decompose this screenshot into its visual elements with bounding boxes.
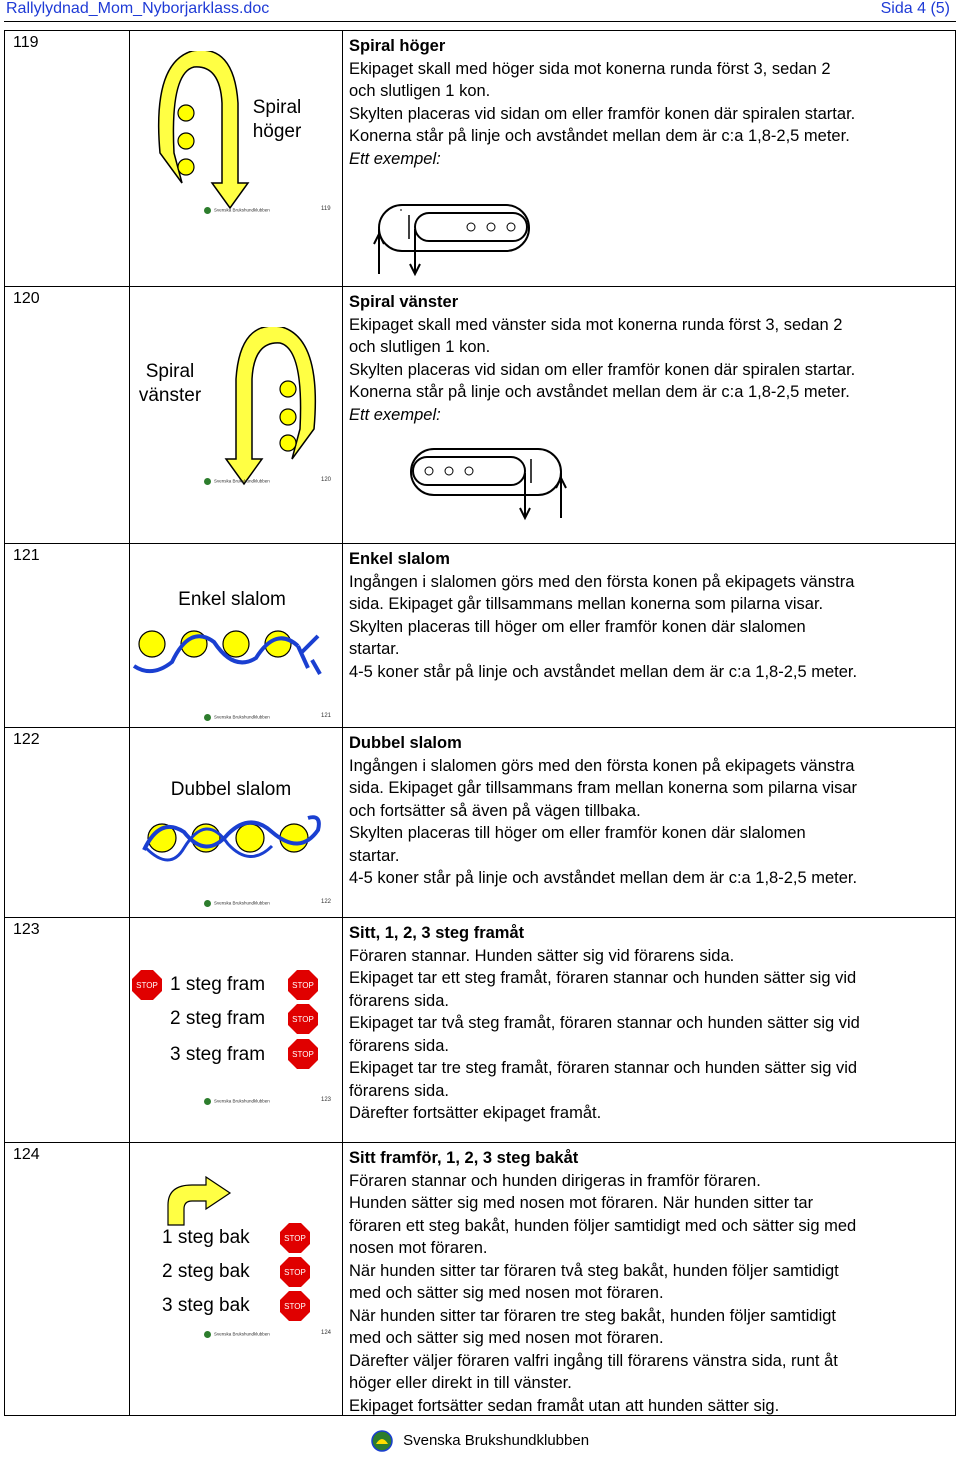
club-logo-icon [204, 207, 211, 214]
svg-text:STOP: STOP [284, 1302, 306, 1311]
sign-number: 120 [321, 477, 332, 483]
text-line: Ekipaget tar ett steg framåt, föraren stannar och hunden sätter sig vid [349, 969, 857, 987]
exercise-title: Dubbel slalom [349, 734, 462, 752]
sign-number: 122 [321, 899, 332, 905]
text-line: Ingången i slalomen görs med den första konen på ekipagets vänstra [349, 756, 855, 775]
text-line: Ekipaget tar två steg framåt, föraren stannar och hunden sätter sig vid [349, 1014, 860, 1032]
sign-image [130, 1143, 343, 1415]
sign-number: 123 [321, 1097, 332, 1103]
text-line: och slutligen 1 kon. [349, 338, 491, 356]
text-line: Skylten placeras vid sidan om eller framför konen där spiralen startar. [349, 360, 856, 379]
text-line: höger eller direkt in till vänster. [349, 1374, 572, 1392]
spiral-right-diagram [371, 199, 541, 279]
exercise-number: 123 [5, 918, 130, 1142]
spiral-left-icon [222, 327, 332, 487]
exercise-number: 122 [5, 728, 130, 917]
exercise-row-121 [5, 544, 955, 728]
text-line: förarens sida. [349, 1036, 449, 1055]
text-line: Skylten placeras till höger om eller framför konen där slalomen [349, 617, 806, 636]
text-line: förarens sida. [349, 991, 449, 1010]
text-line: Ekipaget skall med höger sida mot konerna runda först 3, sedan 2 [349, 59, 831, 78]
text-line: och slutligen 1 kon. [349, 82, 491, 100]
sign-image [130, 728, 343, 917]
single-slalom-icon [130, 616, 330, 686]
club-logo-icon [204, 714, 211, 721]
exercise-title: Enkel slalom [349, 550, 450, 568]
text-line: 4-5 koner står på linje och avståndet mellan dem är c:a 1,8-2,5 meter. [349, 662, 858, 681]
stop-sign-icon [132, 970, 162, 1000]
stop-sign-icon [280, 1291, 310, 1321]
exercise-table [4, 30, 956, 1416]
text-line: förarens sida. [349, 1081, 449, 1100]
text-line: med och sätter sig med nosen mot föraren. [349, 1329, 664, 1347]
text-line: och fortsätter så även på vägen tillbaka. [349, 801, 641, 820]
club-logo-icon [204, 1098, 211, 1105]
text-line: Därefter väljer föraren valfri ingång till förarens vänstra sida, runt åt [349, 1351, 838, 1370]
sign-image [130, 31, 343, 286]
club-logo-icon [204, 900, 211, 907]
sign-footer: Svenska Brukshundklubben [204, 1098, 270, 1105]
text-line: Föraren stannar. Hunden sätter sig vid förarens sida. [349, 946, 735, 965]
text-line: Föraren stannar och hunden dirigeras in framför föraren. [349, 1171, 761, 1190]
text-line: sida. Ekipaget går tillsammans fram mellan konerna som pilarna visar [349, 779, 858, 797]
exercise-number: 120 [5, 287, 130, 543]
text-line: startar. [349, 640, 400, 658]
step-label: 1 steg fram [170, 974, 266, 995]
page-header [4, 0, 956, 22]
exercise-row-120 [5, 287, 955, 544]
exercise-description [343, 544, 955, 727]
text-line: nosen mot föraren. [349, 1239, 488, 1257]
spiral-right-icon [142, 51, 252, 211]
turn-arrow-icon [160, 1175, 240, 1229]
club-logo-icon [204, 1331, 211, 1338]
svg-text:STOP: STOP [136, 981, 158, 990]
header-rule [4, 21, 956, 22]
stop-sign-icon [288, 1004, 318, 1034]
exercise-row-122 [5, 728, 955, 918]
exercise-row-124 [5, 1143, 955, 1415]
sign-image [130, 918, 343, 1142]
text-line: föraren ett steg bakåt, hunden följer samtidigt med och sätter sig med [349, 1216, 857, 1235]
sign-label: Dubbel slalom [170, 779, 292, 800]
exercise-title: Sitt, 1, 2, 3 steg framåt [349, 924, 525, 942]
svg-text:STOP: STOP [292, 1050, 314, 1059]
club-name: Svenska Brukshundklubben [403, 1431, 590, 1449]
stop-sign-icon [280, 1223, 310, 1253]
sign-image [130, 544, 343, 727]
text-line: Ekipaget skall med vänster sida mot konerna runda först 3, sedan 2 [349, 315, 843, 334]
sign-footer: Svenska Brukshundklubben [204, 900, 270, 907]
svg-text:STOP: STOP [292, 981, 314, 990]
svg-text:STOP: STOP [292, 1015, 314, 1024]
stop-sign-icon [288, 1039, 318, 1069]
page-number: Sida 4 (5) [880, 0, 950, 17]
sign-label: Spiral höger [252, 97, 302, 142]
step-label: 3 steg bak [162, 1295, 250, 1316]
exercise-description [343, 1143, 955, 1415]
page-footer [0, 1430, 960, 1452]
text-line: Skylten placeras vid sidan om eller framför konen där spiralen startar. [349, 104, 856, 123]
text-line: 4-5 koner står på linje och avståndet mellan dem är c:a 1,8-2,5 meter. [349, 869, 858, 887]
sign-footer: Svenska Brukshundklubben [204, 714, 270, 721]
document-filename: Rallylydnad_Mom_Nyborjarklass.doc [6, 0, 270, 17]
sign-label: Enkel slalom [178, 589, 286, 610]
sign-footer: Svenska Brukshundklubben [204, 207, 270, 214]
step-label: 2 steg fram [170, 1008, 266, 1029]
text-line: Ingången i slalomen görs med den första konen på ekipagets vänstra [349, 572, 855, 591]
exercise-number: 119 [5, 31, 130, 286]
exercise-row-119 [5, 31, 955, 287]
step-label: 1 steg bak [162, 1227, 250, 1248]
text-line: Konerna står på linje och avståndet mellan dem är c:a 1,8-2,5 meter. [349, 383, 850, 401]
text-line: med och sätter sig med nosen mot föraren. [349, 1284, 664, 1302]
text-line: Skylten placeras till höger om eller framför konen där slalomen [349, 824, 806, 842]
text-line: Ekipaget tar tre steg framåt, föraren stannar och hunden sätter sig vid [349, 1059, 858, 1077]
text-line: Konerna står på linje och avståndet mellan dem är c:a 1,8-2,5 meter. [349, 127, 850, 145]
example-label: Ett exempel: [349, 405, 441, 424]
sign-number: 121 [321, 713, 332, 719]
svg-text:STOP: STOP [284, 1234, 306, 1243]
club-logo-icon [204, 478, 211, 485]
sign-image [130, 287, 343, 543]
exercise-number: 121 [5, 544, 130, 727]
exercise-number: 124 [5, 1143, 130, 1415]
exercise-title: Spiral vänster [349, 293, 459, 311]
exercise-row-123 [5, 918, 955, 1143]
double-slalom-icon [140, 808, 340, 878]
text-line: startar. [349, 846, 400, 865]
sign-number: 119 [321, 206, 331, 212]
club-logo-icon [371, 1430, 393, 1452]
example-label: Ett exempel: [349, 149, 441, 168]
sign-label: Spiral vänster [138, 361, 202, 406]
text-line: Hunden sätter sig med nosen mot föraren. När hunden sitter tar [349, 1194, 814, 1212]
stop-sign-icon [288, 970, 318, 1000]
exercise-title: Spiral höger [349, 37, 446, 55]
text-line: Därefter fortsätter ekipaget framåt. [349, 1104, 602, 1122]
exercise-description [343, 728, 955, 917]
spiral-left-diagram [399, 443, 569, 523]
sign-footer: Svenska Brukshundklubben [204, 1331, 270, 1338]
step-label: 3 steg fram [170, 1044, 266, 1065]
sign-number: 124 [321, 1330, 332, 1336]
exercise-description [343, 287, 955, 543]
text-line: När hunden sitter tar föraren två steg bakåt, hunden följer samtidigt [349, 1261, 839, 1280]
text-line: sida. Ekipaget går tillsammans mellan konerna som pilarna visar. [349, 595, 824, 613]
exercise-description [343, 918, 955, 1142]
svg-text:STOP: STOP [284, 1268, 306, 1277]
exercise-title: Sitt framför, 1, 2, 3 steg bakåt [349, 1149, 579, 1167]
text-line: Ekipaget fortsätter sedan framåt utan att hunden sätter sig. [349, 1396, 780, 1415]
exercise-description [343, 31, 955, 286]
text-line: När hunden sitter tar föraren tre steg bakåt, hunden följer samtidigt [349, 1306, 837, 1325]
sign-footer: Svenska Brukshundklubben [204, 478, 270, 485]
step-label: 2 steg bak [162, 1261, 250, 1282]
stop-sign-icon [280, 1257, 310, 1287]
